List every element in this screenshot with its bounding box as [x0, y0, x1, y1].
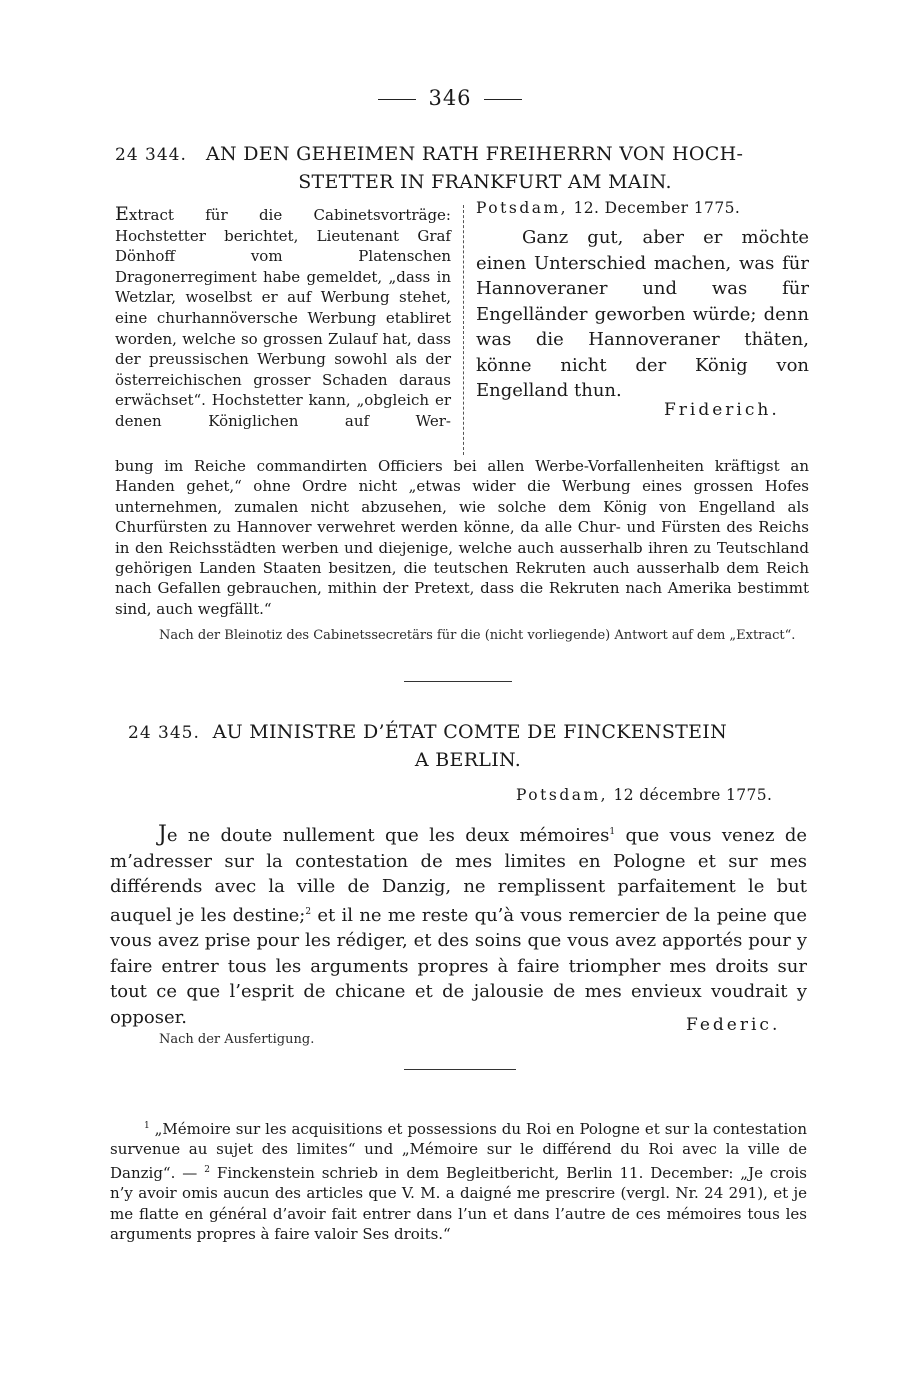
letter-b-initial: J [158, 822, 167, 847]
footnote-ref-2: 2 [305, 906, 312, 917]
letter-a-extract [115, 204, 451, 432]
letter-a-extract-initial: E [115, 203, 129, 225]
letter-b-date: 12 décembre 1775. [613, 786, 773, 804]
footnote-marker-1: 1 [144, 1121, 150, 1131]
letter-b-heading-line1: AU MINISTRE D’ÉTAT COMTE DE FINCKENSTEIN [212, 721, 728, 743]
letter-b-body-part1: e ne doute nullement que les deux mémoires [166, 825, 610, 846]
letter-b-body-part2: que vous venez de m’adresser sur la contestation de mes limites en Pologne et sur mes différends avec la ville de Danzig, ne remplissent parfaitement le but auquel je les destine; [110, 825, 807, 926]
footnote-text-1: „Mémoire sur les acquisitions et possessions du Roi en Pologne et sur la contestation survenue au sujet des limites“ und „Mémoire sur le différend du Roi avec la ville de Danzig“. — [110, 1120, 807, 1182]
letter-a-heading [115, 141, 815, 196]
footnote-marker-2: 2 [204, 1164, 210, 1175]
letter-b-heading [128, 719, 798, 774]
letter-b-heading-line2: A BERLIN. [414, 749, 522, 771]
letter-a-date: 12. December 1775. [573, 199, 741, 217]
letter-b-signature: Federic. [686, 1015, 781, 1035]
letter-b-number: 24 345. [128, 723, 200, 743]
letter-a-heading-line1: AN DEN GEHEIMEN RATH FREIHERRN VON HOCH- [205, 143, 744, 165]
letter-a-dateline [476, 199, 809, 217]
letter-b-body [110, 820, 807, 1030]
page-number [0, 86, 900, 110]
page-number-dash-right [484, 99, 522, 100]
letter-b-dateline [516, 786, 772, 804]
letter-a-extract-continuation: bung im Reiche commandirten Officiers bei allen Werbe-Vorfallenheiten kräftigst an Handen gehet,“ ohne Ordre nicht „etwas wider die Werbung eines grossen Hofes unternehmen, zumalen nicht abzusehen, wie solche dem König von Engelland als Churfürsten zu Hannover verwehret werden könne, da alle Chur- und Fürsten des Reichs in den Reichsstädten werben und diejenige, welche auch ausserhalb ihren zu Teutschland gehörigen Landen Staaten besitzen, die teutschen Rekruten auch ausserhalb dem Reich nach Gefallen gebrauchen, mithin der Pretext, dass die Rekruten nach Amerika bestimmt sind, auch wegfällt.“ [115, 457, 809, 618]
letter-a-signature: Friderich. [664, 400, 780, 420]
letter-a-reply-text: Ganz gut, aber er möchte einen Unterschied machen, was für Hannoveraner und was für Engelländer geworben würde; denn was die Hannoveraner thäten, könne nicht der König von Engelland thun. [476, 227, 809, 401]
page-number-dash-left [378, 99, 416, 100]
letter-a-number: 24 344. [115, 145, 187, 165]
section-separator-1 [404, 681, 512, 682]
letter-a-extract-text: xtract für die Cabinetsvorträge: Hochstetter berichtet, Lieutenant Graf Dönhoff vom Platenschen Dragonerregiment habe gemeldet, „dass in Wetzlar, woselbst er auf Werbung stehet, eine churhannöversche Werbung etabliret worden, welche so grossen Zulauf hat, dass der preussischen Werbung sowohl als der österreichischen grosser Schaden daraus erwächset“. Hochstetter kann, „obgleich er denen Königlichen auf Wer- [115, 206, 451, 430]
footnotes [110, 1116, 807, 1244]
letter-b-body-part3: et il ne me reste qu’à vous remercier de la peine que vous avez prise pour les rédiger, et des soins que vous avez apportés pour y faire entrer tous les arguments propres à faire triompher mes droits sur tout ce que l’esprit de chicane et de jalousie de mes envieux voudrait y opposer. [110, 904, 808, 1028]
letter-a-heading-line2: STETTER IN FRANKFURT AM MAIN. [298, 171, 672, 193]
letter-b-source-note: Nach der Ausfertigung. [159, 1032, 315, 1047]
letter-a-place: Potsdam, [476, 199, 569, 217]
letter-b-place: Potsdam, [516, 786, 609, 804]
column-divider [463, 205, 464, 455]
letter-a-reply [476, 199, 809, 404]
footnote-ref-1: 1 [609, 827, 616, 837]
letter-a-source-note: Nach der Bleinotiz des Cabinetssecretärs für die (nicht vorliegende) Antwort auf dem „Extract“. [159, 628, 796, 643]
footnote-text-2: Finckenstein schrieb in dem Begleitbericht, Berlin 11. December: „Je crois n’y avoir omis aucun des articles que V. M. a daigné me prescrire (vergl. Nr. 24 291), et je me flatte en général d’avoir fait entrer dans l’un et dans l’autre de ces mémoires tous les arguments propres à faire valoir Ses droits.“ [110, 1163, 808, 1244]
page-number-text: 346 [428, 86, 472, 110]
footnote-separator [404, 1069, 516, 1070]
